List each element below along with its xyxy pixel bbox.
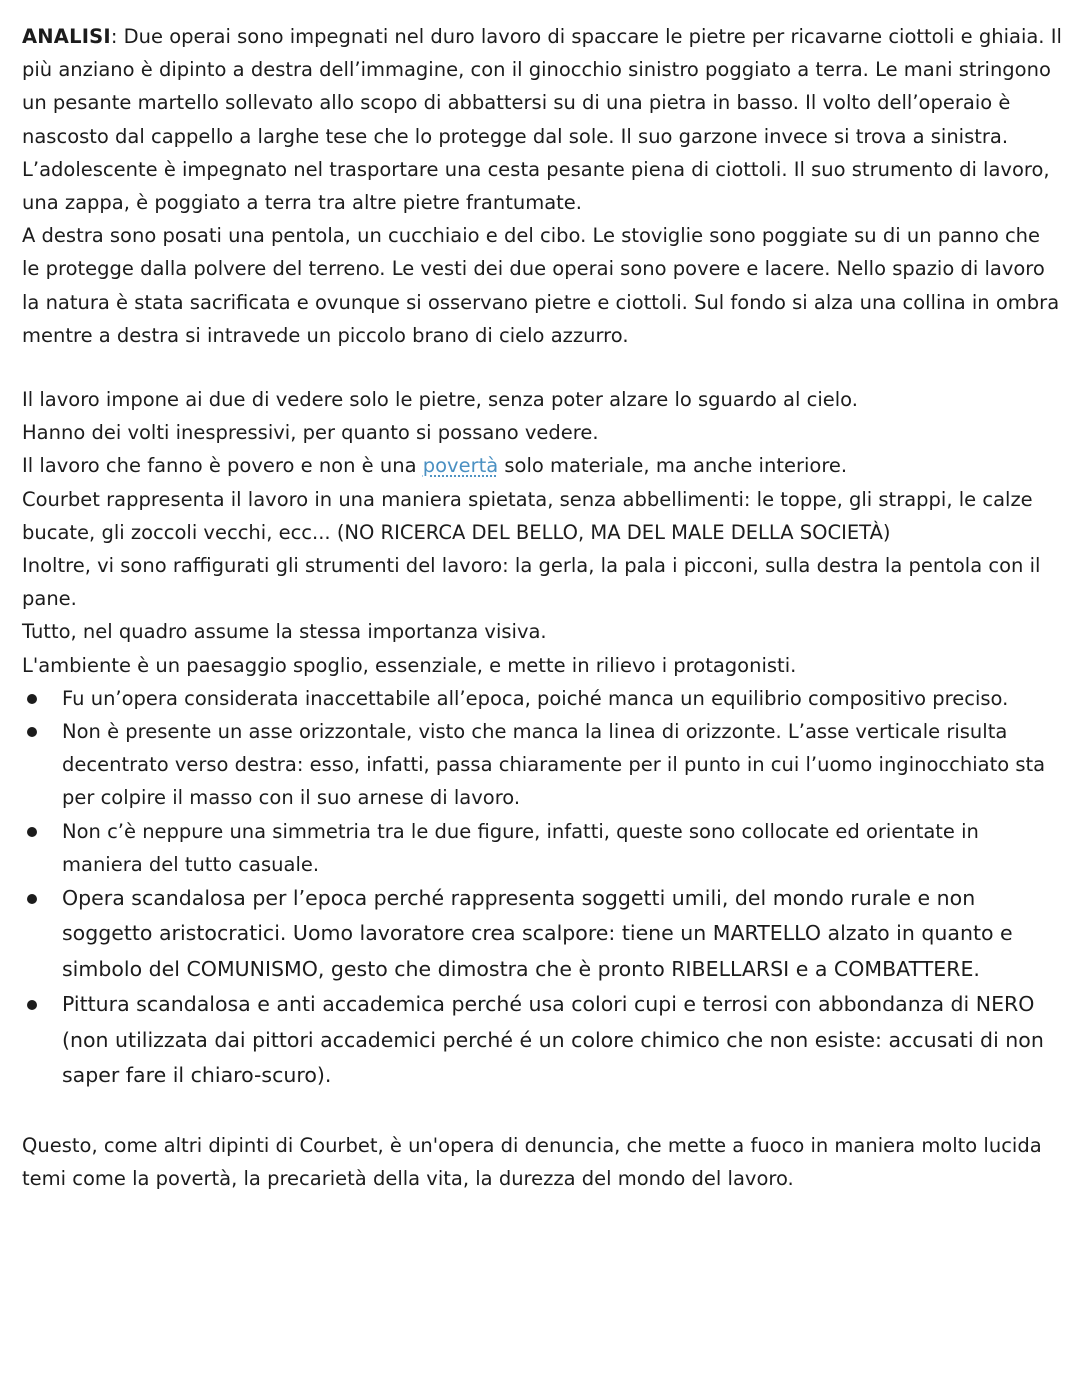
- line-poverty-before: Il lavoro che fanno è povero e non è una: [22, 454, 423, 478]
- poverty-link[interactable]: povertà: [422, 454, 499, 478]
- bullet-icon: [27, 694, 37, 704]
- list-item: [22, 881, 1062, 987]
- list-item: [22, 815, 1062, 881]
- line-stones: Il lavoro impone ai due di vedere solo le pietre, senza poter alzare lo sguardo al cielo.: [22, 388, 858, 412]
- line-poverty-after: solo materiale, ma anche interiore.: [498, 454, 848, 478]
- line-faces: Hanno dei volti inespressivi, per quanto si possano vedere.: [22, 421, 599, 445]
- bullet-icon: [27, 727, 37, 737]
- list-item-text: Non c’è neppure una simmetria tra le due figure, infatti, queste sono collocate ed orientate in maniera del tutto casuale.: [62, 819, 979, 876]
- list-item: [22, 987, 1062, 1093]
- bullet-icon: [27, 894, 37, 904]
- list-item-text: Fu un’opera considerata inaccettabile all’epoca, poiché manca un equilibrio compositivo preciso.: [62, 686, 1009, 710]
- closing-paragraph: Questo, come altri dipinti di Courbet, è un'opera di denuncia, che mette a fuoco in maniera molto lucida temi come la povertà, la precarietà della vita, la durezza del mondo del lavoro.: [22, 1133, 1042, 1190]
- list-item-text: Opera scandalosa per l’epoca perché rappresenta soggetti umili, del mondo rurale e non soggetto aristocratici. Uomo lavoratore crea scalpore: tiene un MARTELLO alzato in quanto e simbolo del COMUNISMO, gesto che dimostra che è pronto RIBELLARSI e a COMBATTERE.: [62, 886, 1013, 981]
- analysis-label: ANALISI: [22, 25, 111, 48]
- document-page: [22, 20, 1062, 1195]
- analysis-text: : Due operai sono impegnati nel duro lavoro di spaccare le pietre per ricavarne ciottoli e ghiaia. Il più anziano è dipinto a destra dell’immagine, con il ginocchio sinistro poggiato a terra. Le mani stringono un pesante martello sollevato allo scopo di abbattersi su di una pietra in basso. Il volto dell’operaio è nascosto dal cappello a larghe tese che lo protegge dal sole. Il suo garzone invece si trova a sinistra. L’adolescente è impegnato nel trasportare una cesta pesante piena di ciottoli. Il suo strumento di lavoro, una zappa, è poggiato a terra tra altre pietre frantumate.: [22, 25, 1062, 215]
- line-courbet: Courbet rappresenta il lavoro in una maniera spietata, senza abbellimenti: le toppe, gli strappi, le calze bucate, gli zoccoli vecchi, ecc... (NO RICERCA DEL BELLO, MA DEL MALE DELLA SOCIETÀ): [22, 487, 1033, 544]
- list-item: [22, 715, 1062, 815]
- list-item-text: Non è presente un asse orizzontale, visto che manca la linea di orizzonte. L’asse verticale risulta decentrato verso destra: esso, infatti, passa chiaramente per il punto in cui l’uomo inginocchiato sta per colpire il masso con il suo arnese di lavoro.: [62, 720, 1046, 810]
- list-item-text: Pittura scandalosa e anti accademica perché usa colori cupi e terrosi con abbondanza di NERO (non utilizzata dai pittori accademici perché é un colore chimico che non esiste: accusati di non saper fare il chiaro-scuro).: [62, 992, 1044, 1088]
- bullet-icon: [27, 1000, 37, 1010]
- bullet-icon: [27, 827, 37, 837]
- analysis-paragraph-2: A destra sono posati una pentola, un cucchiaio e del cibo. Le stoviglie sono poggiate su di un panno che le protegge dalla polvere del terreno. Le vesti dei due operai sono povere e lacere. Nello spazio di lavoro la natura è stata sacrificata e ovunque si osservano pietre e ciottoli. Sul fondo si alza una collina in ombra mentre a destra si intravede un piccolo brano di cielo azzurro.: [22, 224, 1060, 347]
- bullet-list: [22, 682, 1062, 1094]
- line-environment: L'ambiente è un paesaggio spoglio, essenziale, e mette in rilievo i protagonisti.: [22, 653, 797, 677]
- line-importance: Tutto, nel quadro assume la stessa importanza visiva.: [22, 620, 547, 644]
- line-poverty: [22, 449, 1062, 482]
- list-item: [22, 682, 1062, 715]
- line-tools: Inoltre, vi sono raffigurati gli strumenti del lavoro: la gerla, la pala i picconi, sulla destra la pentola con il pane.: [22, 554, 1041, 611]
- analysis-paragraph: [22, 20, 1062, 219]
